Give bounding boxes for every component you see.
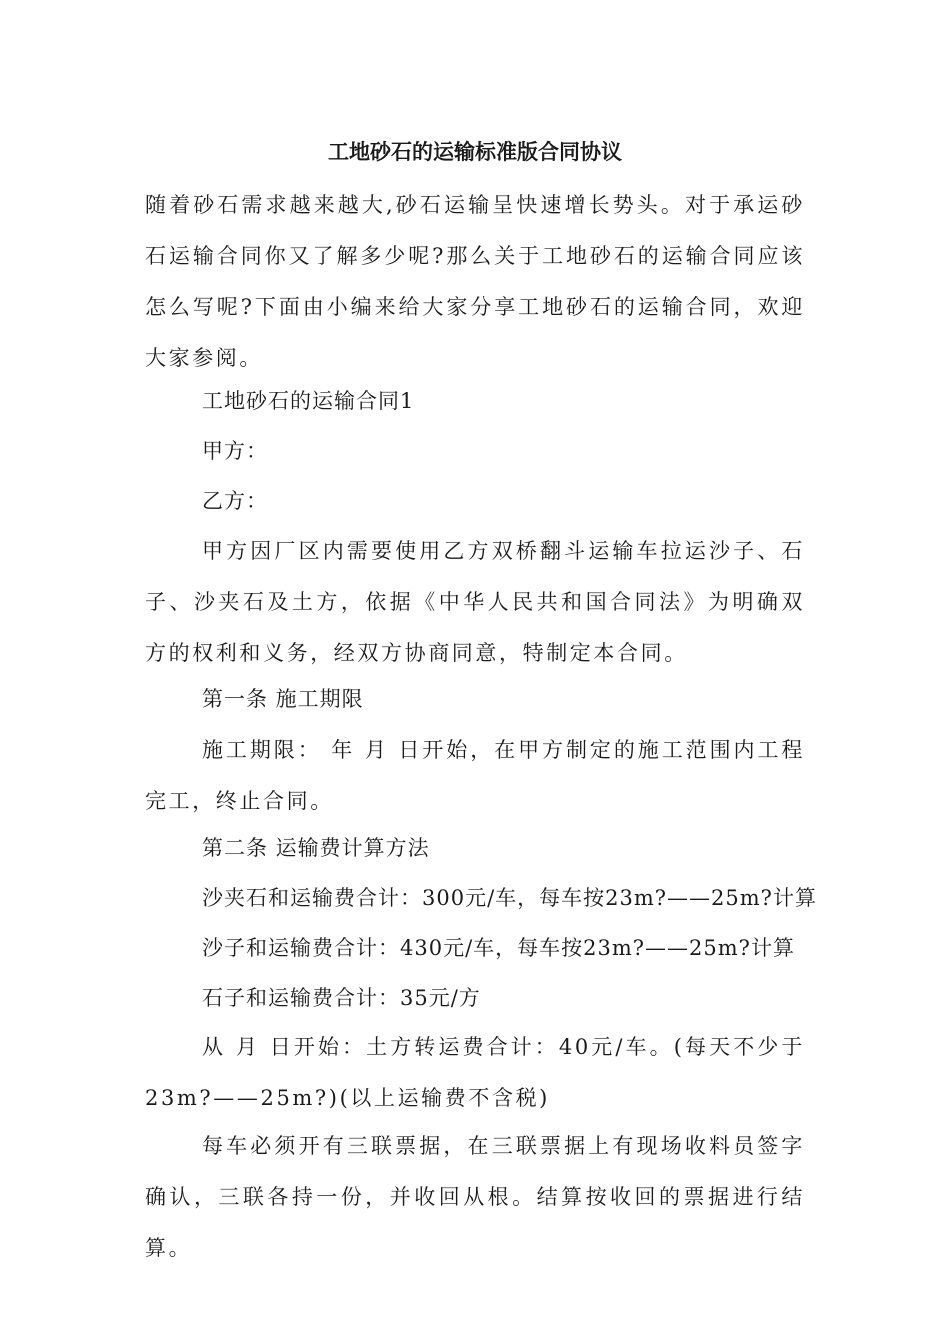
fee-stone: 石子和运输费合计：35元/方 — [202, 986, 481, 1010]
receipt-paragraph: 每车必须开有三联票据，在三联票据上有现场收料员签字确认，三联各持一份，并收回从根。结算按收回的票据进行结算。 — [145, 1134, 805, 1260]
article-1-title: 第一条 施工期限 — [202, 687, 364, 711]
fee-earthwork: 从 月 日开始：土方转运费合计：40元/车。(每天不少于23m?——25m?)(以上运输费不含税) — [145, 1035, 805, 1110]
article-1-text: 施工期限： 年 月 日开始，在甲方制定的施工范围内工程完工，终止合同。 — [145, 738, 805, 813]
contract-heading: 工地砂石的运输合同1 — [202, 389, 415, 413]
document-title: 工地砂石的运输标准版合同协议 — [328, 140, 622, 164]
fee-sand-gravel: 沙夹石和运输费合计：300元/车，每车按23m?——25m?计算 — [202, 886, 817, 910]
article-2-title: 第二条 运输费计算方法 — [202, 836, 430, 860]
preamble-paragraph: 甲方因厂区内需要使用乙方双桥翻斗运输车拉运沙子、石子、沙夹石及土方，依据《中华人民共和国合同法》为明确双方的权利和义务，经双方协商同意，特制定本合同。 — [145, 539, 805, 665]
intro-paragraph: 随着砂石需求越来越大,砂石运输呈快速增长势头。对于承运砂石运输合同你又了解多少呢?那么关于工地砂石的运输合同应该怎么写呢?下面由小编来给大家分享工地砂石的运输合同，欢迎大家参阅。 — [145, 193, 805, 370]
fee-sand: 沙子和运输费合计：430元/车，每车按23m?——25m?计算 — [202, 936, 795, 960]
party-b-label: 乙方： — [202, 489, 268, 513]
party-a-label: 甲方： — [202, 439, 268, 463]
